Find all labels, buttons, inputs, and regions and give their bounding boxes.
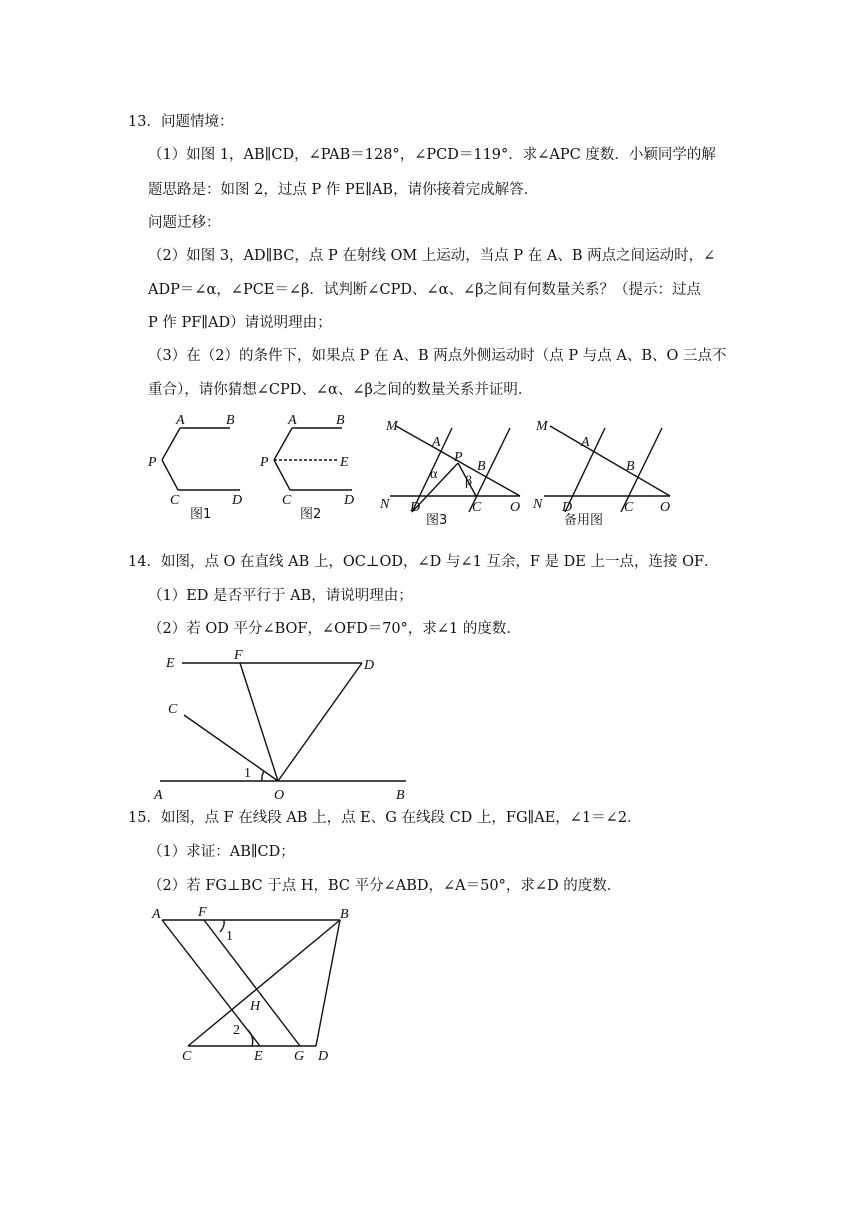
q15-label-f: F (198, 905, 207, 920)
fig3-label-n: N (380, 497, 390, 512)
fig2-label-p: P (260, 455, 269, 470)
q15-label-g: G (294, 1049, 305, 1064)
q13-title: 13．问题情境： (128, 114, 234, 130)
fig3-label-m: M (386, 419, 398, 434)
q13-part1-line1: （1）如图 1，AB∥CD，∠PAB＝128°，∠PCD＝119°．求∠APC 度数．小颖同学的解 (148, 147, 716, 163)
q13-part1-line2: 题思路是：如图 2，过点 P 作 PE∥AB，请你接着完成解答． (148, 182, 539, 198)
fig4-label-c: C (624, 500, 634, 515)
q13-part2-line2: ADP＝∠α，∠PCE＝∠β．试判断∠CPD、∠α、∠β之间有何数量关系？（提示：过点 (148, 282, 702, 298)
fig1-label-b: B (226, 413, 235, 428)
fig3-label-b: B (477, 459, 486, 474)
fig2-label-a: A (288, 413, 297, 428)
q13-figures (140, 408, 690, 526)
fig1-label-d: D (232, 493, 243, 508)
fig3-label-beta: β (465, 474, 473, 489)
fig4-label-b: B (626, 459, 635, 474)
fig4-label-d: D (562, 500, 573, 515)
q15-title: 15．如图，点 F 在线段 AB 上，点 E、G 在线段 CD 上，FG∥AE，∠1＝∠2． (128, 810, 642, 826)
q14-part2: （2）若 OD 平分∠BOF，∠OFD＝70°，求∠1 的度数． (148, 621, 521, 637)
fig2-label-b: B (336, 413, 345, 428)
fig3-caption: 图3 (426, 513, 448, 526)
q13-part2-line3: P 作 PF∥AD）请说明理由； (148, 315, 332, 331)
fig4-caption: 备用图 (564, 513, 604, 526)
fig3-label-d: D (410, 500, 421, 515)
q13-migration-heading: 问题迁移： (148, 215, 221, 231)
fig4-label-o: O (660, 500, 671, 515)
fig1-label-a: A (176, 413, 185, 428)
fig4-label-m: M (536, 419, 548, 434)
q15-label-h: H (250, 999, 261, 1014)
q15-label-e: E (254, 1049, 263, 1064)
q15-figure (140, 902, 370, 1064)
q15-label-b: B (340, 907, 349, 922)
q15-label-two: 2 (233, 1023, 240, 1038)
q13-part2-line1: （2）如图 3，AD∥BC，点 P 在射线 OM 上运动，当点 P 在 A、B 两点之间运动时，∠ (148, 248, 716, 264)
fig3-label-c: C (472, 500, 482, 515)
q14-label-a: A (154, 788, 163, 803)
q14-label-f: F (234, 648, 243, 663)
q13-part3-line1: （3）在（2）的条件下，如果点 P 在 A、B 两点外侧运动时（点 P 与点 A、B、O 三点不 (148, 348, 727, 364)
fig1-caption: 图1 (190, 507, 212, 522)
q14-part1: （1）ED 是否平行于 AB，请说明理由； (148, 588, 413, 604)
q14-label-d: D (364, 658, 375, 673)
fig2-label-d: D (344, 493, 355, 508)
q15-label-d: D (318, 1049, 329, 1064)
q14-label-c: C (168, 702, 178, 717)
fig3-label-a: A (432, 435, 441, 450)
fig3-label-p: P (454, 450, 463, 465)
q15-part1: （1）求证：AB∥CD； (148, 844, 295, 860)
fig4-label-n: N (533, 497, 543, 512)
fig4-label-a: A (581, 435, 590, 450)
q14-label-o: O (274, 788, 285, 803)
fig3-label-alpha: α (430, 467, 438, 482)
fig2-label-e: E (340, 455, 349, 470)
fig2-label-c: C (282, 493, 292, 508)
fig1-label-p: P (148, 455, 157, 470)
q15-label-c: C (182, 1049, 192, 1064)
q15-label-a: A (152, 907, 161, 922)
q13-part3-line2: 重合），请你猜想∠CPD、∠α、∠β之间的数量关系并证明． (148, 382, 533, 398)
q14-figure (140, 645, 430, 805)
q15-part2: （2）若 FG⊥BC 于点 H，BC 平分∠ABD，∠A＝50°，求∠D 的度数． (148, 878, 622, 894)
q15-label-one: 1 (226, 929, 233, 944)
q14-title: 14．如图，点 O 在直线 AB 上，OC⊥OD，∠D 与∠1 互余，F 是 DE 上一点，连接 OF． (128, 554, 719, 570)
q14-label-one: 1 (244, 766, 251, 781)
fig1-label-c: C (170, 493, 180, 508)
q14-label-e: E (166, 656, 175, 671)
q14-label-b: B (396, 788, 405, 803)
fig2-caption: 图2 (300, 507, 322, 522)
fig3-label-o: O (510, 500, 521, 515)
